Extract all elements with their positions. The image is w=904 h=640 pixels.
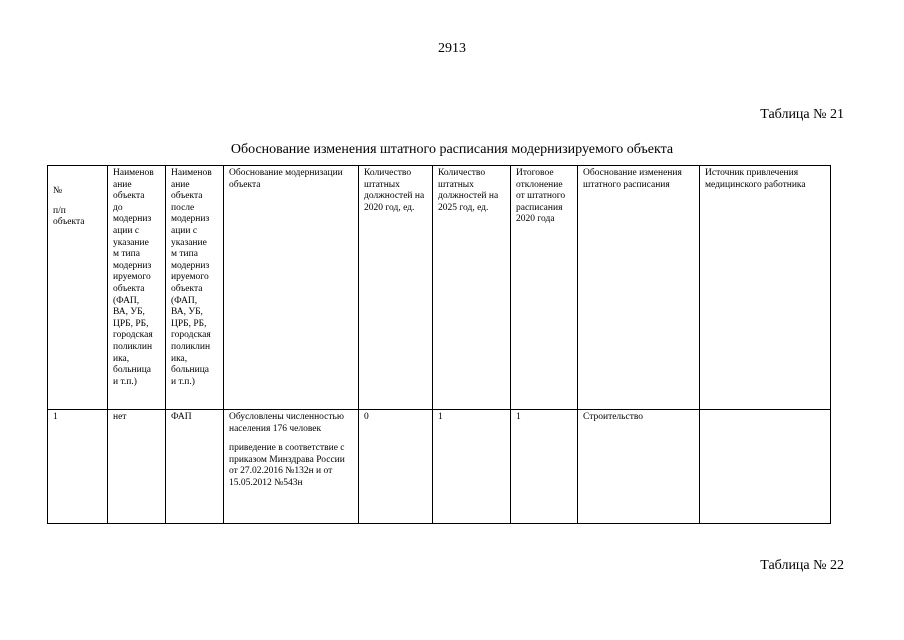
header-number-object: объекта — [53, 217, 85, 228]
cell-deviation: 1 — [511, 410, 578, 524]
header-number-sign: № — [53, 186, 63, 196]
table-row — [48, 410, 831, 524]
header-source: Источник привлечения медицинского работника — [700, 166, 831, 410]
cell-name-before: нет — [108, 410, 166, 524]
cell-qty-2025: 1 — [433, 410, 511, 524]
cell-qty-2020: 0 — [359, 410, 433, 524]
cell-source — [700, 410, 831, 524]
staffing-table — [47, 165, 831, 524]
header-deviation: Итоговое отклонение от штатного расписания 2020 года — [511, 166, 578, 410]
table-22-caption: Таблица № 22 — [760, 558, 844, 573]
cell-name-after: ФАП — [166, 410, 224, 524]
header-qty-2025: Количество штатных должностей на 2025 год, ед. — [433, 166, 511, 410]
header-name-after: Наименов ание объекта после модерниз ации с указание м типа модерниз ируемого объекта (ФАП, ВА, УБ, ЦРБ, РБ, городская поликлин ика, больница и т.п.) — [166, 166, 224, 410]
header-justification: Обоснование модернизации объекта — [224, 166, 359, 410]
header-row — [48, 166, 831, 410]
header-change-basis: Обоснование изменения штатного расписания — [578, 166, 700, 410]
header-number-pp: п/п — [53, 205, 66, 216]
cell-change-basis: Строительство — [578, 410, 700, 524]
header-qty-2020: Количество штатных должностей на 2020 год, ед. — [359, 166, 433, 410]
table-21-caption: Таблица № 21 — [760, 107, 844, 122]
justification-order: приведение в соответствие с приказом Минздрава России от 27.02.2016 №132н и от 15.05.2012 №543н — [229, 443, 345, 488]
justification-population: Обусловлены численностью населения 176 человек — [229, 412, 344, 434]
header-name-before: Наименов ание объекта до модерниз ации с указание м типа модерниз ируемого объекта (ФАП, ВА, УБ, ЦРБ, РБ, городская поликлин ика, больница и т.п.) — [108, 166, 166, 410]
header-number — [48, 166, 108, 410]
page-number: 2913 — [438, 41, 466, 56]
cell-justification — [224, 410, 359, 524]
table-title: Обоснование изменения штатного расписания модернизируемого объекта — [230, 142, 674, 157]
cell-number: 1 — [48, 410, 108, 524]
